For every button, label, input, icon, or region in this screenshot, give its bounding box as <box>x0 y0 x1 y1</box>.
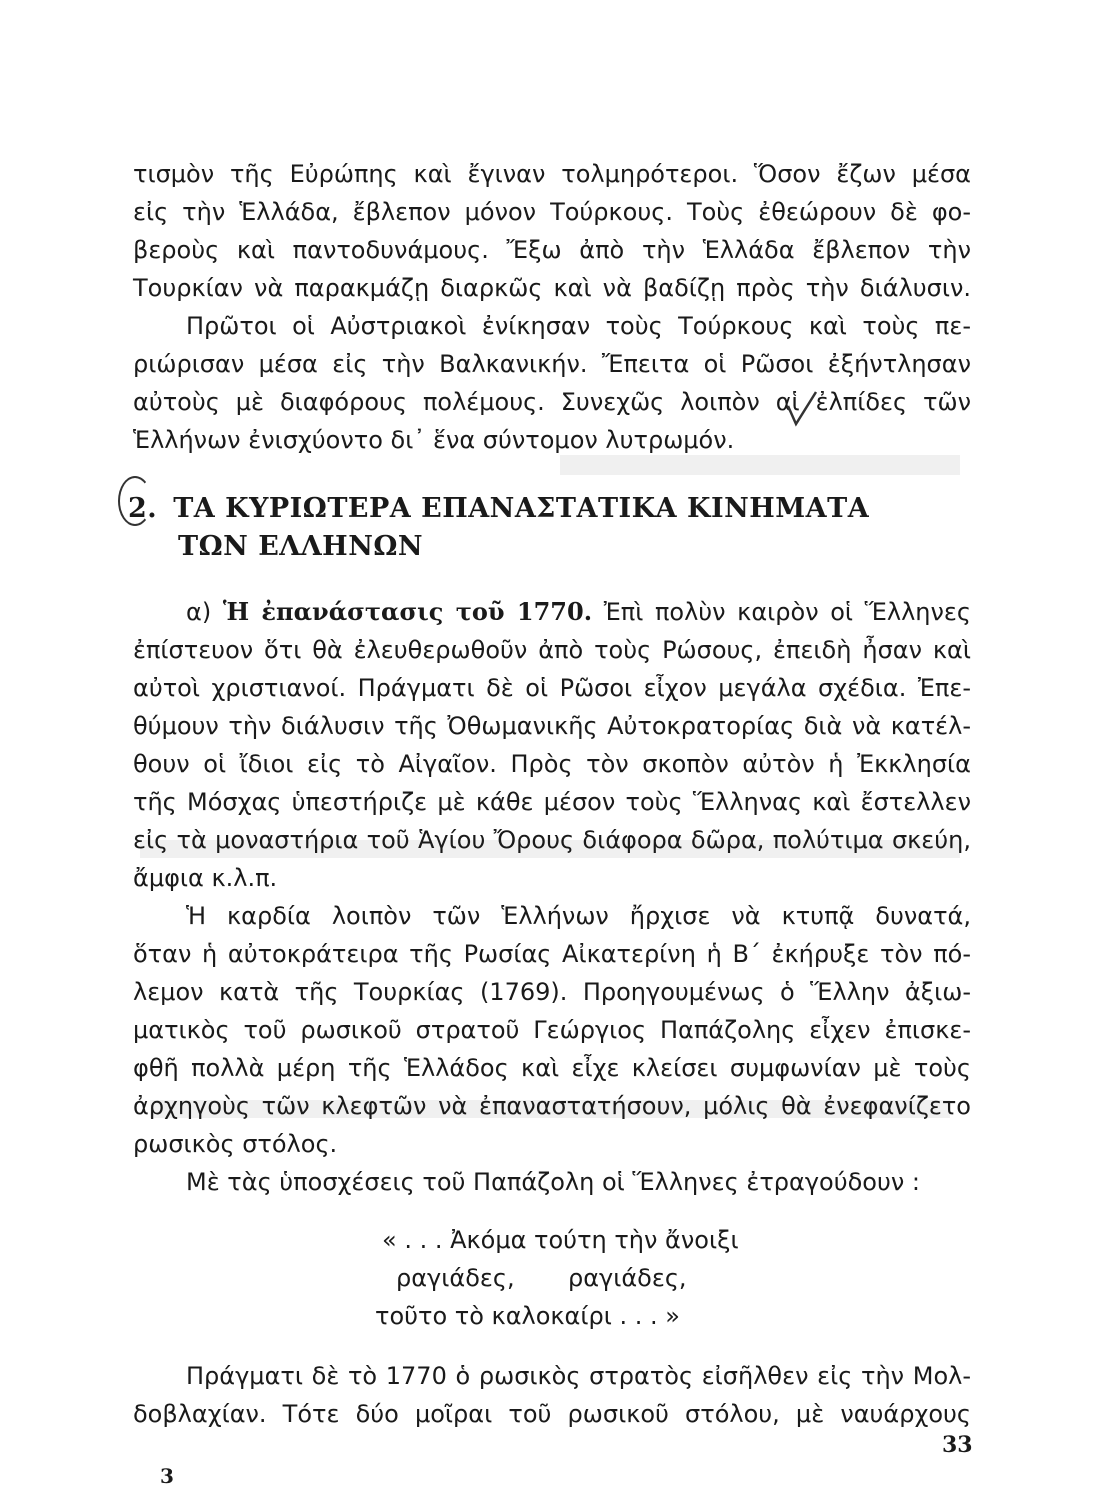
section-title-line-2: ΤΩΝ ΕΛΛΗΝΩΝ <box>178 531 424 562</box>
text-line: αὐτοὺς μὲ διαφόρους πολέμους. Συνεχῶς λοιπὸν αἱ ἐλπίδες τῶν <box>133 388 971 416</box>
text-line: Μὲ τὰς ὑποσχέσεις τοῦ Παπάζολη οἱ Ἕλληνες ἐτραγούδουν : <box>186 1168 920 1196</box>
text-line: Τουρκίαν νὰ παρακμάζῃ διαρκῶς καὶ νὰ βαδίζῃ πρὸς τὴν διάλυσιν. <box>133 274 971 302</box>
text-line: θύμουν τὴν διάλυσιν τῆς Ὀθωμανικῆς Αὐτοκρατορίας διὰ νὰ κατέλ- <box>133 712 971 740</box>
verse-line: ραγιάδες, ραγιάδες, <box>396 1264 687 1292</box>
text-line: Ἡ καρδία λοιπὸν τῶν Ἑλλήνων ἤρχισε νὰ κτυπᾷ δυνατά, <box>186 902 971 930</box>
text-line: εἰς τὴν Ἑλλάδα, ἔβλεπον μόνον Τούρκους. Τοὺς ἐθεώρουν δὲ φο- <box>133 198 971 226</box>
subsection-label: α) <box>186 598 212 626</box>
verse-line: τοῦτο τὸ καλοκαίρι . . . » <box>375 1302 680 1330</box>
section-heading <box>128 492 869 526</box>
text-line: ἀρχηγοὺς τῶν κλεφτῶν νὰ ἐπαναστατήσουν, μόλις θὰ ἐνεφανίζετο <box>133 1092 971 1120</box>
text-line: αὐτοὶ χριστιανοί. Πράγματι δὲ οἱ Ρῶσοι εἶχον μεγάλα σχέδια. Ἐπε- <box>133 674 971 702</box>
text-line: ρωσικὸς στόλος. <box>133 1130 338 1158</box>
checkmark-icon <box>782 388 822 428</box>
show-through-smudge <box>560 455 960 475</box>
section-number: 2. <box>128 493 158 524</box>
subsection-first-line-text: Ἐπὶ πολὺν καιρὸν οἱ Ἕλληνες <box>603 598 971 626</box>
subsection-first-line <box>186 596 971 628</box>
text-line: ὅταν ἡ αὐτοκράτειρα τῆς Ρωσίας Αἰκατερίνη ἡ Β΄ ἐκήρυξε τὸν πό- <box>133 940 971 968</box>
text-line: ματικὸς τοῦ ρωσικοῦ στρατοῦ Γεώργιος Παπάζολης εἶχεν ἐπισκε- <box>133 1016 971 1044</box>
text-line: τῆς Μόσχας ὑπεστήριζε μὲ κάθε μέσον τοὺς Ἕλληνας καὶ ἔστελλεν <box>133 788 971 816</box>
text-line: Ἑλλήνων ἐνισχύοντο δι᾿ ἕνα σύντομον λυτρωμόν. <box>133 426 735 454</box>
text-line: βεροὺς καὶ παντοδυνάμους. Ἔξω ἀπὸ τὴν Ἑλλάδα ἔβλεπον τὴν <box>133 236 971 264</box>
text-line: λεμον κατὰ τῆς Τουρκίας (1769). Προηγουμένως ὁ Ἕλλην ἀξιω- <box>133 978 971 1006</box>
text-line: εἰς τὰ μοναστήρια τοῦ Ἁγίου Ὄρους διάφορα δῶρα, πολύτιμα σκεύη, <box>133 826 971 854</box>
text-line: ἐπίστευον ὅτι θὰ ἐλευθερωθοῦν ἀπὸ τοὺς Ρώσους, ἐπειδὴ ἦσαν καὶ <box>133 636 971 664</box>
verse-line: « . . . Ἀκόμα τούτη τὴν ἄνοιξι <box>382 1226 739 1254</box>
text-line: τισμὸν τῆς Εὐρώπης καὶ ἔγιναν τολμηρότεροι. Ὅσον ἔζων μέσα <box>133 160 971 188</box>
text-line: Πράγματι δὲ τὸ 1770 ὁ ρωσικὸς στρατὸς εἰσῆλθεν εἰς τὴν Μολ- <box>186 1362 971 1390</box>
text-line: Πρῶτοι οἱ Αὐστριακοὶ ἐνίκησαν τοὺς Τούρκους καὶ τοὺς πε- <box>186 312 971 340</box>
text-line: ἄμφια κ.λ.π. <box>133 864 278 892</box>
text-line: ριώρισαν μέσα εἰς τὴν Βαλκανικήν. Ἔπειτα οἱ Ρῶσοι ἐξήντλησαν <box>133 350 971 378</box>
text-line: δοβλαχίαν. Τότε δύο μοῖραι τοῦ ρωσικοῦ στόλου, μὲ ναυάρχους <box>133 1400 971 1428</box>
signature-mark: 3 <box>160 1464 174 1488</box>
subsection-title: Ἡ ἐπανάστασις τοῦ 1770. <box>222 597 593 626</box>
text-line: θουν οἱ ἴδιοι εἰς τὸ Αἰγαῖον. Πρὸς τὸν σκοπὸν αὐτὸν ἡ Ἐκκλησία <box>133 750 971 778</box>
page-number: 33 <box>942 1432 973 1458</box>
section-title-line-1: ΤΑ ΚΥΡΙΩΤΕΡΑ ΕΠΑΝΑΣΤΑΤΙΚΑ ΚΙΝΗΜΑΤΑ <box>173 493 870 524</box>
text-line: φθῆ πολλὰ μέρη τῆς Ἑλλάδος καὶ εἶχε κλείσει συμφωνίαν μὲ τοὺς <box>133 1054 971 1082</box>
